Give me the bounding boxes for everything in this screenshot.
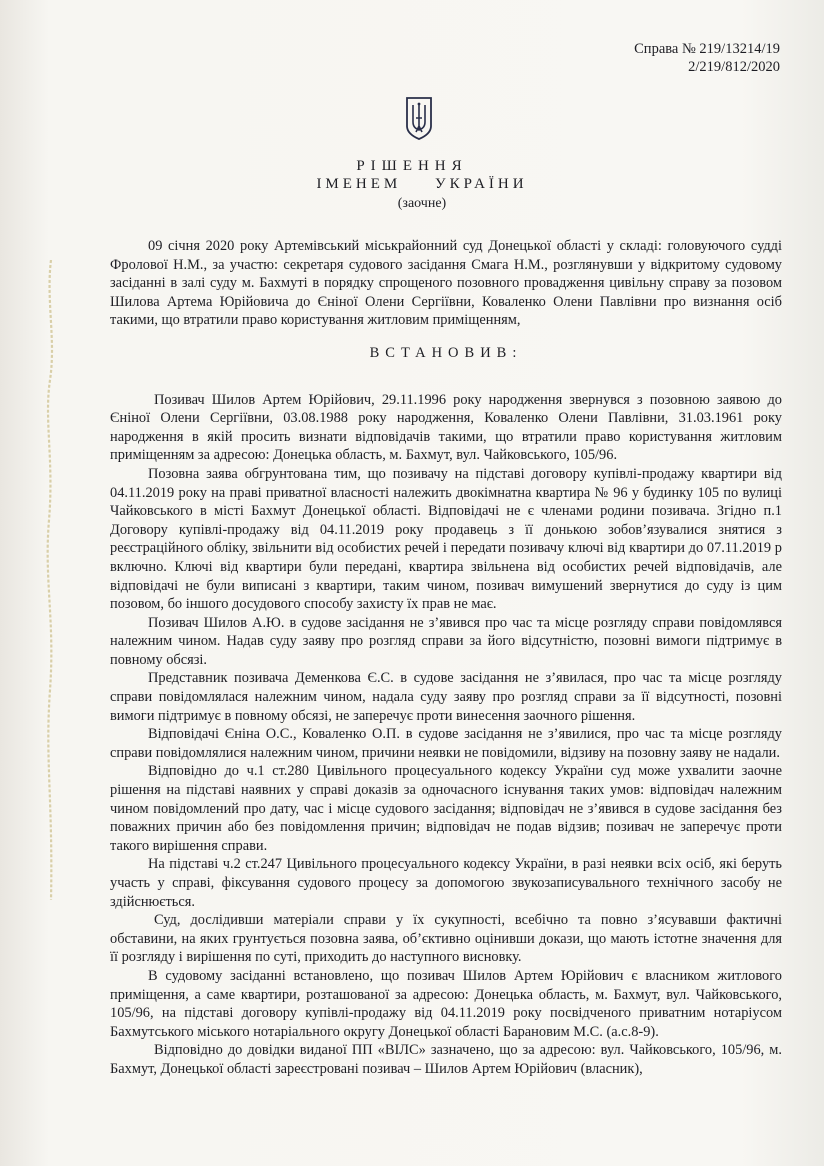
section-heading: ВСТАНОВИВ: [369, 344, 523, 361]
paragraph: Позивач Шилов Артем Юрійович, 29.11.1996 року народження звернувся з позовною заявою до Єніної Олени Сергіївни, 03.08.1988 року народження, Коваленко Олени Павлівни, 31.03.1961 року народження в якій просить визнати відповідачів такими, що втратили право користування житловим приміщенням за адресою: Донецька область, м. Бахмут, вул. Чайковського, 105/96. [110, 391, 782, 464]
document-body [110, 237, 782, 1079]
case-number [634, 40, 780, 76]
paragraph: Суд, дослідивши матеріали справи у їх сукупності, всебічно та повно з’ясувавши фактичні обставини, на яких грунтується позовна заява, об’єктивно оцінивши докази, що мають істотне значення для її розгляду і вирішення по суті, приходить до наступного висновку. [110, 912, 782, 966]
paragraph: Відповідачі Єніна О.С., Коваленко О.П. в судове засідання не з’явилися, про час та місце розгляду справи повідомлялися належним чином, причини неявки не повідомили, відзиву на позовну заяву не надали. [110, 726, 782, 761]
document-note: (заочне) [397, 196, 447, 211]
paragraph: В судовому засіданні встановлено, що позивач Шилов Артем Юрійович є власником житлового приміщення, а саме квартири, розташованої за адресою: Донецька область, м. Бахмут, вул. Чайковського, 105/96, на підставі договору купівлі-продажу від 04.11.2019 року посвідченого приватним нотаріусом Бахмутського міського нотаріального округу Донецької області Барановим М.С. (а.с.8-9). [110, 967, 782, 1040]
case-number-line-2: 2/219/812/2020 [688, 59, 780, 75]
paragraph: На підставі ч.2 ст.247 Цивільного процесуального кодексу України, в разі неявки всіх осіб, які беруть участь у справі, фіксування судового процесу за допомогою звукозаписувального технічного засобу не здійснюється. [110, 856, 782, 910]
document-subtitle: ІМЕНЕМ УКРАЇНИ [316, 176, 528, 192]
binding-thread [44, 260, 58, 900]
paragraph: Відповідно до довідки виданої ПП «ВІЛС» зазначено, що за адресою: вул. Чайковського, 105/96, м. Бахмут, Донецької області зареєстровані позивач – Шилов Артем Юрійович (власник), [110, 1042, 782, 1077]
trident-emblem-icon [405, 96, 433, 140]
paragraph: Позовна заява обгрунтована тим, що позивачу на підставі договору купівлі-продажу квартири від 04.11.2019 року на праві приватної власності належить двокімнатна квартира № 96 у будинку 105 по вулиці Чайковського в місті Бахмут Донецької області. Відповідачі не є членами родини позивача. Згідно п.1 Договору купівлі-продажу від 04.11.2019 року продавець з її донькою зобов’язувалися знятися з реєстраційного обліку, звільнити від особистих речей і передати позивачу ключі від квартири до 07.11.2019 р включно. Ключі від квартири були передані, квартира звільнена від особистих речей відповідачів, але відповідачі не були виписані з квартири, таким чином, позивач вимушений звернутися до суду із цим позовом, бо іншого досудового способу захисту їх прав не має. [110, 465, 782, 613]
paragraph: Представник позивача Деменкова Є.С. в судове засідання не з’явилася, про час та місце розгляду справи повідомлялася належним чином, надала суду заяву про розгляд справи за її відсутності, позовні вимоги підтримує в повному обсязі, не заперечує проти винесення заочного рішення. [110, 670, 782, 724]
paragraph: Позивач Шилов А.Ю. в судове засідання не з’явився про час та місце розгляду справи повідомлявся належним чином. Надав суду заяву про розгляд справи за його відсутністю, позовні вимоги підтримує в повному обсязі. [110, 614, 782, 668]
document-title: РІШЕННЯ [356, 158, 468, 174]
case-number-line-1: Справа № 219/13214/19 [634, 41, 780, 57]
intro-paragraph: 09 січня 2020 року Артемівський міськрайонний суд Донецької області у складі: головуючого судді Фролової Н.М., за участю: секретаря судового засідання Смага Н.М., розглянувши у відкритому судовому засіданні в залі суду м. Бахмуті в порядку спрощеного позовного провадження цивільну справу за позовом Шилова Артема Юрійовича до Єніної Олени Сергіївни, Коваленко Олени Павлівни про визнання осіб такими, що втратили право користування житловим приміщенням, [110, 238, 782, 329]
paragraph: Відповідно до ч.1 ст.280 Цивільного процесуального кодексу України суд може ухвалити заочне рішення на підставі наявних у справі доказів за одночасного існування таких умов: відповідач належним чином повідомлений про дату, час і місце судового засідання; відповідач не з’явився в судове засідання без поважних причин або без повідомлення причин; відповідач не подав відзив; позивач не заперечує проти такого вирішення справи. [110, 763, 782, 854]
